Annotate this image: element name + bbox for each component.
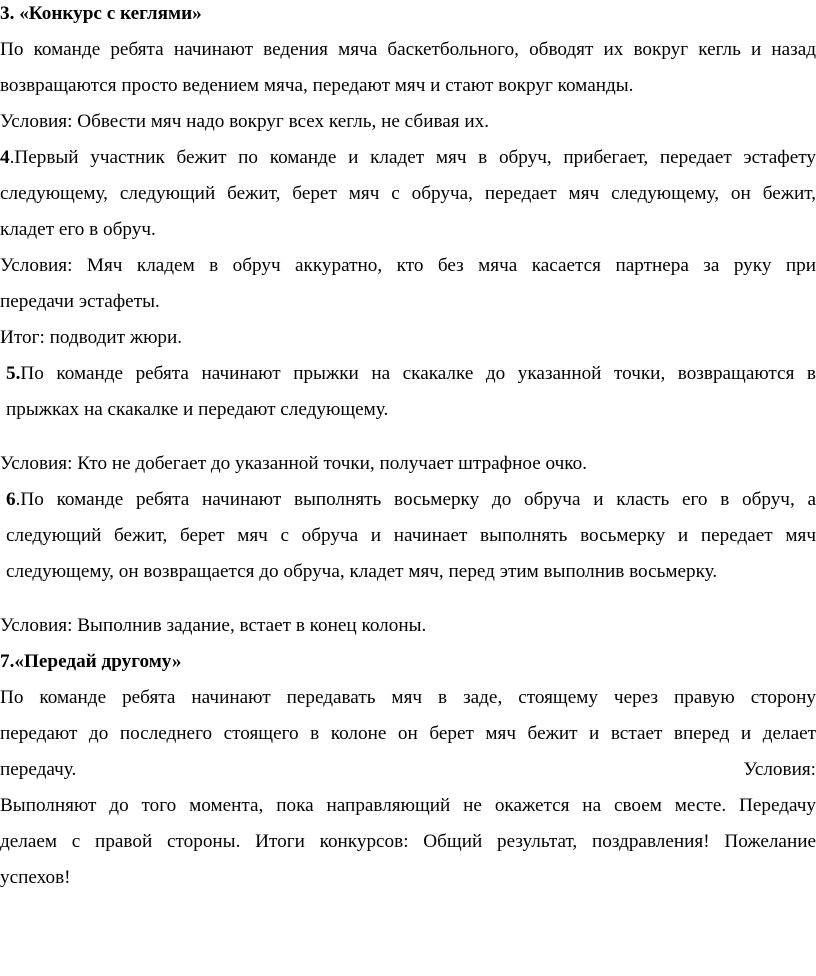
section-5-line-1: 5.По команде ребята начинают прыжки на скакалке до указанной точки, возвращаются в (6, 363, 816, 384)
section-7-line-5: делаем с правой стороны. Итоги конкурсов: Общий результат, поздравления! Пожелание (0, 831, 816, 852)
section-4-number: 4 (0, 147, 10, 168)
section-4-conditions-1: Условия: Мяч кладем в обруч аккуратно, кто без мяча касается партнера за руку при (0, 255, 816, 276)
section-7-line-3-right: Условия: (743, 759, 816, 780)
section-3-title: 3. «Конкурс с кеглями» (0, 3, 202, 24)
section-3-line-2: возвращаются просто ведением мяча, передают мяч и стают вокруг команды. (0, 75, 634, 96)
section-3-conditions: Условия: Обвести мяч надо вокруг всех кегль, не сбивая их. (0, 111, 490, 132)
section-6-number: 6 (6, 489, 16, 510)
section-7-line-2: передают до последнего стоящего в колоне он берет мяч бежит и встает вперед и делает (0, 723, 816, 744)
section-6-line-3: следующему, он возвращается до обруча, кладет мяч, перед этим выполнив восьмерку. (6, 561, 718, 582)
section-5-number: 5. (6, 363, 21, 384)
section-4-conditions-2: передачи эстафеты. (0, 291, 160, 312)
section-4-line-2: следующему, следующий бежит, берет мяч с обруча, передает мяч следующему, он бежит, (0, 183, 816, 204)
section-4-result: Итог: подводит жюри. (0, 327, 183, 348)
section-7-line-1: По команде ребята начинают передавать мяч в заде, стоящему через правую сторону (0, 687, 816, 708)
section-7-title: 7.«Передай другому» (0, 651, 182, 672)
section-7-line-6: успехов! (0, 867, 71, 888)
section-5-conditions: Условия: Кто не добегает до указанной точки, получает штрафное очко. (0, 453, 588, 474)
section-4-line-1: 4.Первый участник бежит по команде и кладет мяч в обруч, прибегает, передает эстафету (0, 147, 816, 168)
section-6-line-1: 6.По команде ребята начинают выполнять восьмерку до обруча и класть его в обруч, а (6, 489, 816, 510)
section-7-line-3-left: передачу. (0, 759, 77, 780)
section-7-line-3 (0, 752, 816, 788)
section-7-line-4: Выполняют до того момента, пока направляющий не окажется на своем месте. Передачу (0, 795, 816, 816)
section-5-line-2: прыжках на скакалке и передают следующему. (6, 399, 389, 420)
section-4-line-3: кладет его в обруч. (0, 219, 156, 240)
section-3-line-1: По команде ребята начинают ведения мяча баскетбольного, обводят их вокруг кегль и назад (0, 39, 816, 60)
section-6-conditions: Условия: Выполнив задание, встает в конец колоны. (0, 615, 427, 636)
section-6-line-2: следующий бежит, берет мяч с обруча и начинает выполнять восьмерку и передает мяч (6, 525, 816, 546)
